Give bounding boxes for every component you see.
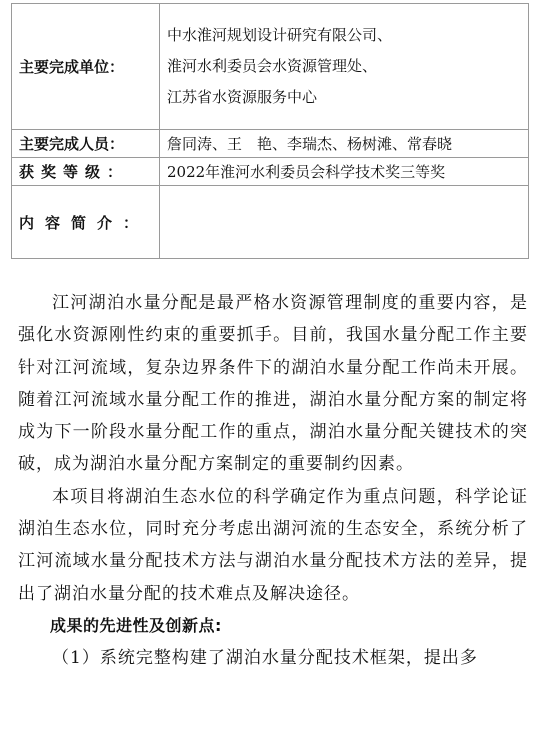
unit-3: 江苏省水资源服务中心 xyxy=(167,88,318,106)
persons-value: 詹同涛、王 艳、李瑞杰、杨树滩、常春晓 xyxy=(160,130,529,158)
summary-label: 内容简介： xyxy=(12,186,160,259)
paragraph-2: 本项目将湖泊生态水位的科学确定作为重点问题，科学论证湖泊生态水位，同时充分考虑出湖河流的生态安全，系统分析了江河流域水量分配技术方法与湖泊水量分配技术方法的差异，提出了湖泊水量分配的技术难点及解决途径。 xyxy=(18,486,528,604)
award-value: 2022年淮河水利委员会科学技术奖三等奖 xyxy=(160,158,529,186)
unit-2: 淮河水利委员会水资源管理处、 xyxy=(167,57,378,75)
award-row xyxy=(12,158,529,186)
units-value xyxy=(160,4,529,130)
units-label: 主要完成单位： xyxy=(12,4,160,130)
persons-label: 主要完成人员： xyxy=(12,130,160,158)
award-label: 获奖等级： xyxy=(12,158,160,186)
body-text xyxy=(18,287,528,675)
innovation-item-1: （1）系统完整构建了湖泊水量分配技术框架，提出多 xyxy=(52,648,478,669)
paragraph-1: 江河湖泊水量分配是最严格水资源管理制度的重要内容，是强化水资源刚性约束的重要抓手。目前，我国水量分配工作主要针对江河流域，复杂边界条件下的湖泊水量分配工作尚未开展。随着江河流域水量分配工作的推进，湖泊水量分配方案的制定将成为下一阶段水量分配工作的重点，湖泊水量分配关键技术的突破，成为湖泊水量分配方案制定的重要制约因素。 xyxy=(18,293,528,475)
innovation-heading: 成果的先进性及创新点: xyxy=(50,615,222,635)
project-info-table xyxy=(11,3,529,259)
units-row xyxy=(12,4,529,130)
summary-row xyxy=(12,186,529,259)
summary-value xyxy=(160,186,529,259)
persons-row xyxy=(12,130,529,158)
unit-1: 中水淮河规划设计研究有限公司、 xyxy=(167,26,393,44)
